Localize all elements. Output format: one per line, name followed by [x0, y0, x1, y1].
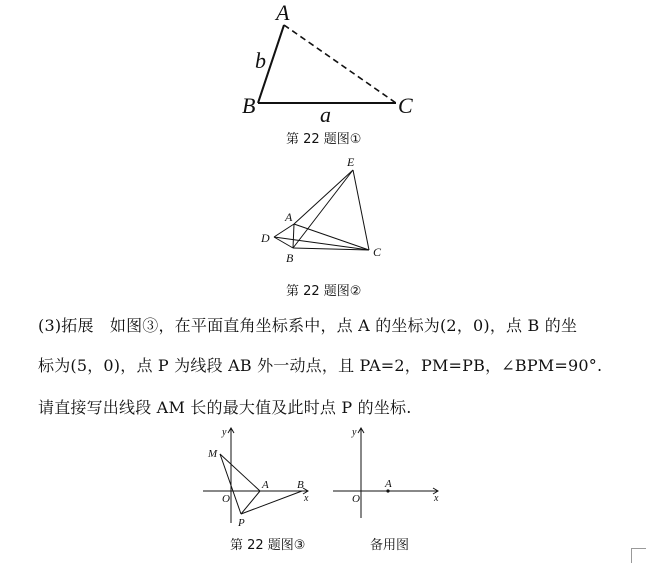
label-d: D [261, 231, 270, 245]
problem-line-2: 标为(5，0)，点 P 为线段 AB 外一动点，且 PA=2，PM=PB，∠BPM=90°. [38, 356, 603, 375]
label-p: P [238, 517, 245, 529]
label-c: C [373, 245, 382, 259]
label-y: y [222, 427, 227, 438]
label-side-b: b [255, 48, 266, 73]
label-o: O [222, 493, 230, 505]
label-b: B [297, 479, 304, 491]
label-side-a: a [320, 102, 331, 125]
figure-2-caption: 第 22 题图② [286, 284, 362, 299]
label-a: A [262, 479, 269, 491]
label-x: x [304, 493, 309, 504]
label-a: A [385, 478, 392, 490]
label-a-vertex: A [276, 0, 290, 25]
seg-ec [353, 170, 369, 250]
label-o: O [352, 493, 360, 505]
label-a: A [285, 210, 293, 224]
label-c-vertex: C [398, 93, 413, 118]
problem-line-1: (3)拓展 如图③，在平面直角坐标系中，点 A 的坐标为(2，0)，点 B 的坐 [38, 316, 578, 335]
seg-ab [293, 224, 294, 248]
figure-1-triangle [230, 0, 430, 125]
seg-da [274, 224, 294, 237]
seg-be [293, 170, 353, 248]
figure-4-spare-coordinate-plane [330, 425, 445, 525]
label-x: x [434, 493, 439, 504]
figure-3-coordinate-plane [200, 425, 315, 531]
seg-dc [274, 237, 369, 250]
page-corner-mark [631, 548, 646, 563]
side-ac-dashed [284, 25, 396, 103]
figure-1-caption: 第 22 题图① [286, 132, 362, 147]
label-y: y [352, 427, 357, 438]
label-e: E [347, 155, 355, 169]
label-b: B [286, 251, 294, 265]
seg-ae [294, 170, 353, 224]
label-m: M [208, 448, 218, 460]
problem-line-3: 请直接写出线段 AM 长的最大值及此时点 P 的坐标. [38, 398, 412, 417]
figure-2-diagram [255, 150, 395, 268]
seg-ac [294, 224, 369, 250]
figure-4-caption: 备用图 [370, 538, 410, 553]
label-b-vertex: B [242, 93, 256, 118]
figure-3-caption: 第 22 题图③ [230, 538, 306, 553]
